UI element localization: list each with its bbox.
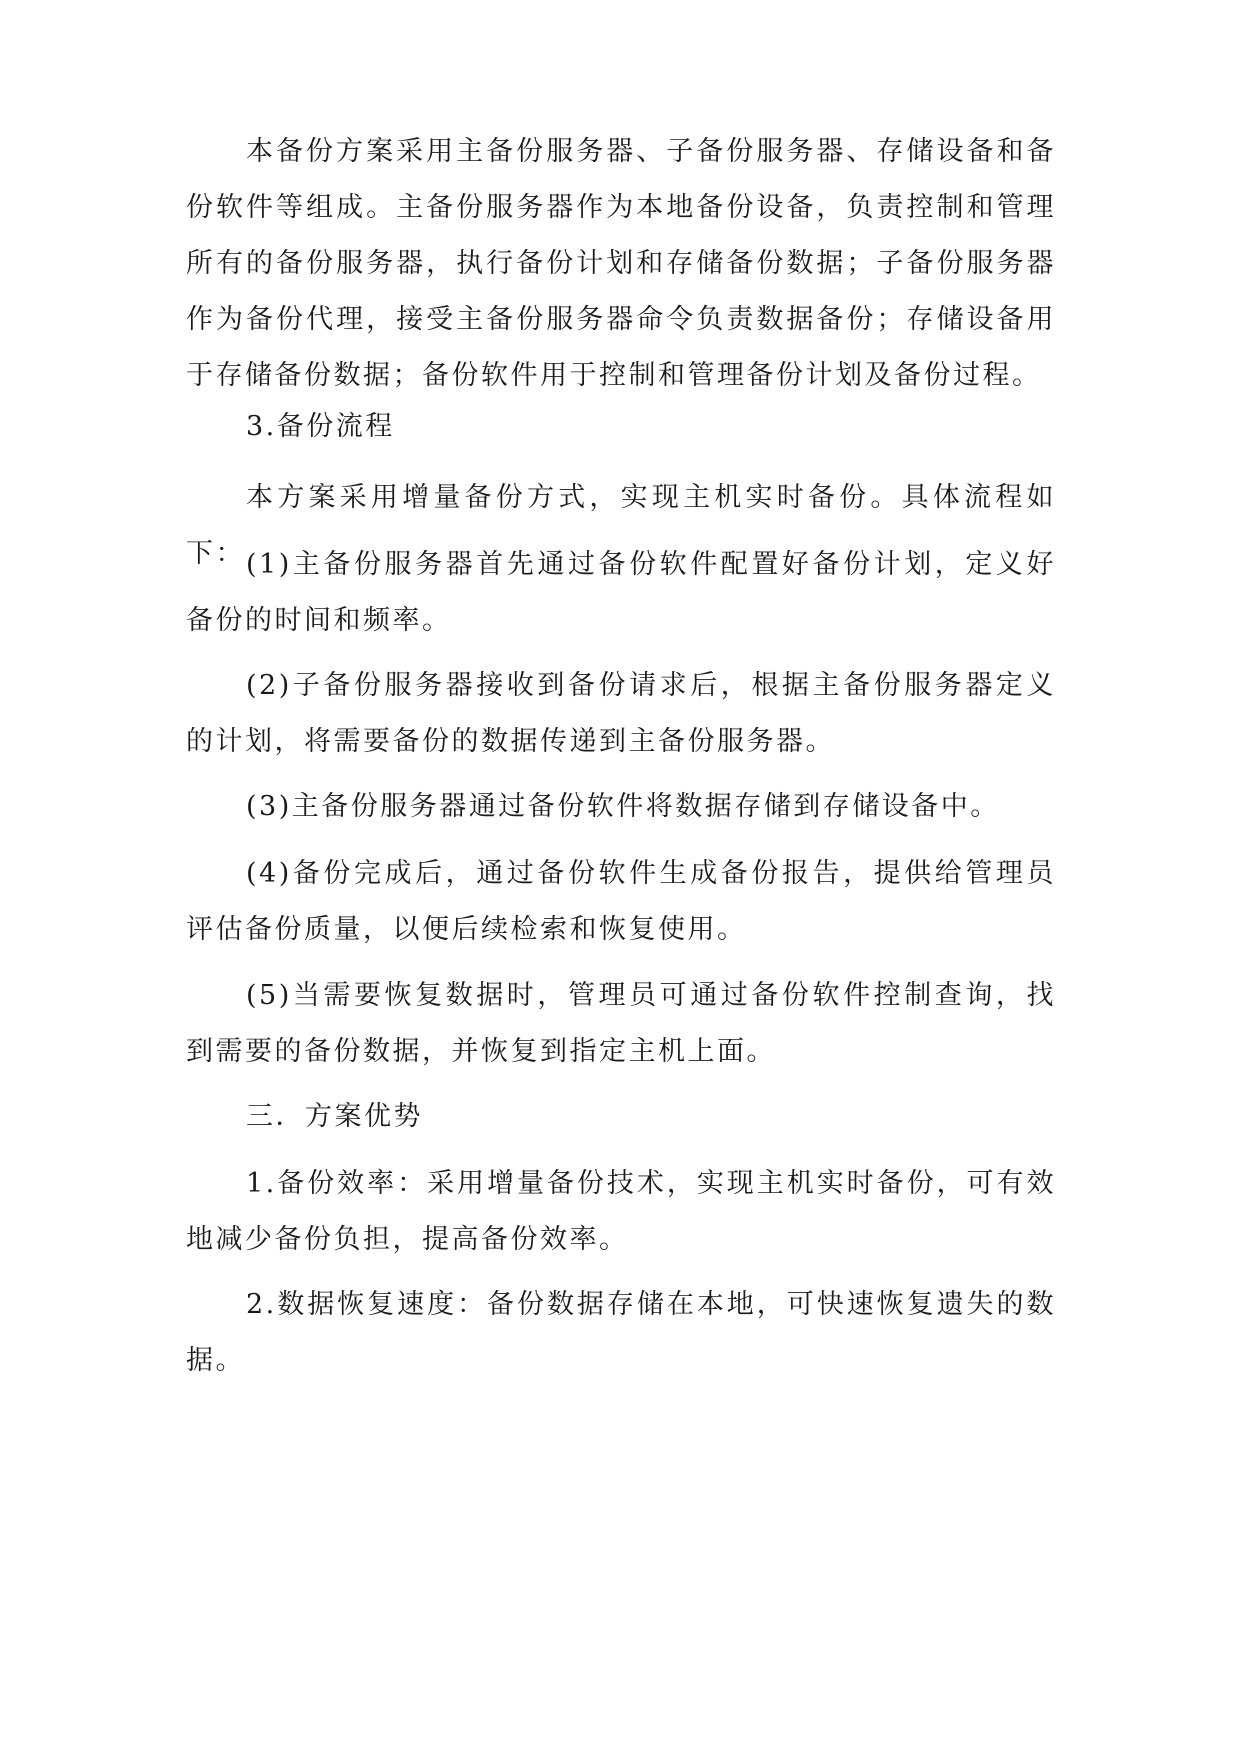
process-step-4: (4)备份完成后，通过备份软件生成备份报告，提供给管理员评估备份质量，以便后续检索和恢复使用。 — [186, 858, 1056, 945]
components-paragraph: 本备份方案采用主备份服务器、子备份服务器、存储设备和备份软件等组成。主备份服务器作为本地备份设备，负责控制和管理所有的备份服务器，执行备份计划和存储备份数据；子备份服务器作为备份代理，接受主备份服务器命令负责数据备份；存储设备用于存储备份数据；备份软件用于控制和管理备份计划及备份过程。 — [186, 136, 1056, 391]
advantage-2-paragraph: 2.数据恢复速度：备份数据存储在本地，可快速恢复遗失的数据。 — [186, 1289, 1056, 1376]
section-heading-advantages: 三．方案优势 — [246, 1101, 423, 1132]
section-heading-backup-process: 3.备份流程 — [246, 411, 395, 442]
process-step-2: (2)子备份服务器接收到备份请求后，根据主备份服务器定义的计划，将需要备份的数据传递到主备份服务器。 — [186, 670, 1056, 757]
process-step-3: (3)主备份服务器通过备份软件将数据存储到存储设备中。 — [246, 791, 1000, 822]
process-intro-paragraph: 本方案采用增量备份方式，实现主机实时备份。具体流程如下： — [186, 482, 1056, 569]
advantage-1-paragraph: 1.备份效率：采用增量备份技术，实现主机实时备份，可有效地减少备份负担，提高备份效率。 — [186, 1168, 1056, 1255]
process-step-1: (1)主备份服务器首先通过备份软件配置好备份计划，定义好备份的时间和频率。 — [186, 549, 1056, 636]
process-step-5: (5)当需要恢复数据时，管理员可通过备份软件控制查询，找到需要的备份数据，并恢复到指定主机上面。 — [186, 980, 1056, 1067]
